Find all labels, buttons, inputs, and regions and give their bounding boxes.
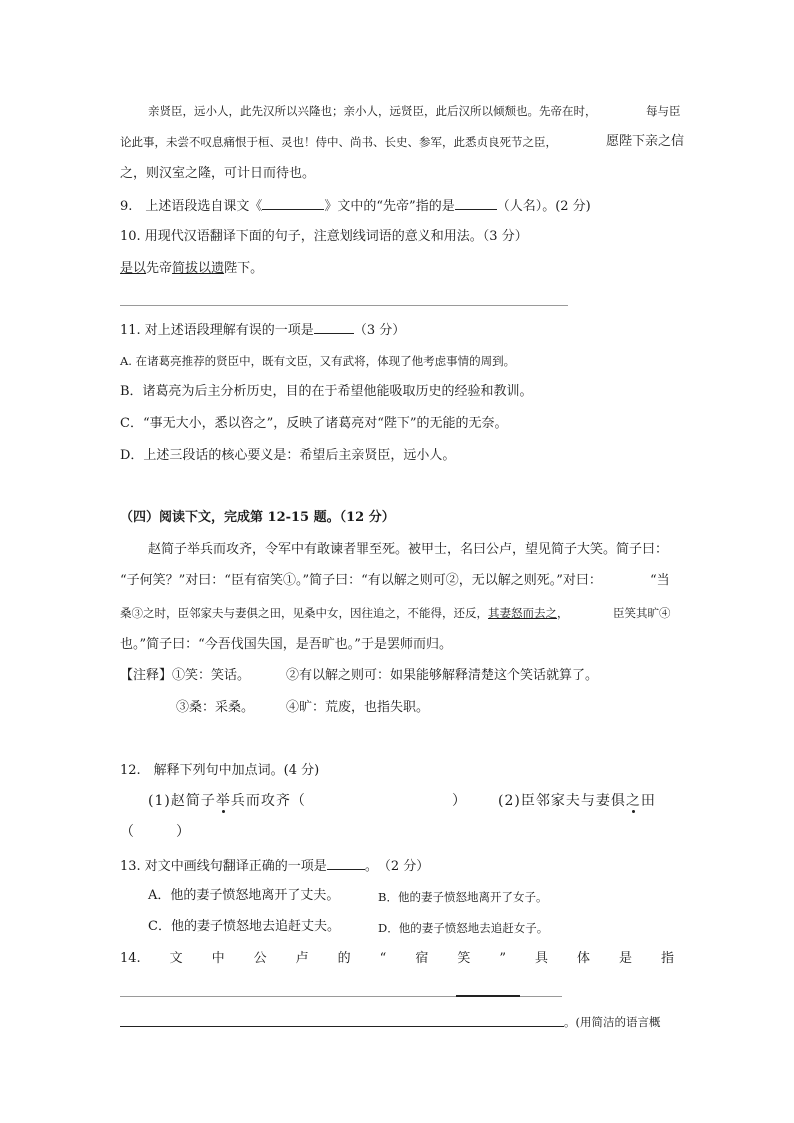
story-line-3 [120,604,569,622]
note-2: ②有以解之则可：如果能够解释清楚这个笑话就算了。 [286,668,599,683]
q12-item-1-post: 兵而攻齐（ [230,793,306,809]
q10-word-5: 遗 [211,261,225,276]
q11-part-1: 11. 对上述语段理解有误的一项是 [120,323,314,338]
q12-item-1 [148,792,306,810]
q9-part-2: 》文中的“先帝”指的是 [324,199,455,214]
q12-dotted-word-1: 举 [215,793,231,809]
q11-option-b: B．诸葛亮为后主分析历史，目的在于希望他能吸取历史的经验和教训。 [120,384,533,399]
story-line-3-a: 桑③之时，臣邻家夫与妻俱之田，见桑中女，因往追之，不能得，还反， [120,606,488,620]
question-9 [120,196,591,216]
question-11 [120,320,405,340]
q13-blank[interactable] [327,856,365,870]
q12-item-2-pre: (2)臣邻家夫与妻俱 [498,793,626,809]
q14-char: “ [379,951,387,966]
q14-char: 公 [253,951,267,966]
passage-line-3: 之，则汉室之隆，可计日而待也。 [120,166,316,181]
q14-char: 是 [618,951,632,966]
story-line-1: 赵简子举兵而攻齐，令军中有敢谏者罪至死。被甲士，名曰公卢，望见简子大笑。简子曰： [148,542,669,557]
q10-word-6: 陛下。 [224,261,264,276]
q12-item-2-post: 田 [640,793,656,809]
q10-word-2: 先帝 [146,261,173,276]
story-underlined-sentence: 其妻怒而去之 [488,606,557,620]
q12-item-2-answer[interactable]: （ ） [120,824,190,840]
q11-option-d: D．上述三段话的核心要义是：希望后主亲贤臣，远小人。 [120,448,456,463]
q14-char: 具 [534,951,548,966]
q10-word-4: 以 [198,261,212,276]
q11-option-a: A. 在诸葛亮推荐的贤臣中，既有文臣，又有武将，体现了他考虑事情的周到。 [120,354,516,368]
q9-part-3: （人名）。(2 分) [496,199,591,214]
section-4-heading: （四）阅读下文，完成第 12-15 题。（12 分） [120,510,395,525]
passage-line-1-tail: 每与臣 [646,104,681,118]
q14-char: 中 [211,951,225,966]
q14-char: 宿 [415,951,429,966]
story-line-2: “子何笑？”对曰：“臣有宿笑①。”简子曰：“有以解之则可②，无以解之则死。”对曰： [120,573,602,588]
q13-part-1: 13. 对文中画线句翻译正确的一项是 [120,859,327,874]
q14-char: 体 [576,951,590,966]
q13-option-a: A．他的妻子愤怒地离开了丈夫。 [148,888,340,903]
q11-part-2: （3 分） [353,323,406,338]
q13-option-b: B．他的妻子愤怒地离开了女子。 [378,890,548,904]
q14-char: 卢 [295,951,309,966]
q13-part-2: 。 （2 分） [364,859,430,874]
q9-blank-1[interactable] [262,196,324,210]
q13-option-d: D．他的妻子愤怒地去追赶女子。 [378,921,549,935]
q14-char: ” [499,951,506,966]
question-13 [120,856,429,876]
q9-part-1: 9. 上述语段选自课文《 [120,199,263,214]
q14-answer-line-2[interactable] [120,1026,564,1027]
q12-item-1-close: ） [452,793,466,809]
q14-char: 文 [169,951,183,966]
question-10-prompt: 10. 用现代汉语翻译下面的句子，注意划线词语的意义和用法。（3 分） [120,229,528,244]
passage-line-2: 论此事，未尝不叹息痛恨于桓、灵也！侍中、尚书、长史、参军，此悉贞良死节之臣， [120,135,557,149]
q10-answer-line[interactable] [120,305,568,306]
note-4: ④旷：荒废，也指失职。 [286,700,430,715]
passage-line-2-tail: 愿陛下亲之信 [606,134,685,149]
q14-char: 的 [337,951,351,966]
question-12-prompt: 12. 解释下列句中加点词。(4 分) [120,763,320,778]
q14-answer-line-1-mark [456,995,520,997]
note-3: ③桑：采桑。 [176,700,255,715]
passage-line-1-text: 亲贤臣，远小人，此先汉所以兴隆也；亲小人，远贤臣，此后汉所以倾颓也。先帝在时， [148,104,597,118]
story-line-3-tail: 臣笑其旷④ [613,606,671,620]
q14-char: 14. [120,951,141,966]
q11-option-c: C．“事无大小，悉以咨之”，反映了诸葛亮对“陛下”的无能的无奈。 [120,416,508,431]
q12-dotted-word-2: 之 [625,793,641,809]
q14-char: 笑 [457,951,471,966]
story-line-4: 也。”简子曰：“今吾伐国失国，是吾旷也。”于是罢师而归。 [120,637,452,652]
q10-word-1: 是以 [120,261,147,276]
q12-item-2 [498,792,656,810]
q9-blank-2[interactable] [455,196,497,210]
story-line-2-tail: “当 [650,573,670,588]
q13-option-c: C．他的妻子愤怒地去追赶丈夫。 [148,919,340,934]
question-14 [120,950,674,968]
passage-line-1 [148,102,597,121]
q11-blank[interactable] [314,320,354,334]
q10-word-3: 简拔 [172,261,199,276]
note-1: 【注释】①笑：笑话。 [120,668,251,683]
story-line-3-c: ， [557,606,569,620]
q14-char: 指 [660,951,674,966]
question-10-sentence [120,260,263,278]
q12-item-1-pre: (1)赵简子 [148,793,216,809]
q14-tail: 。(用简洁的语言概 [564,1015,661,1029]
